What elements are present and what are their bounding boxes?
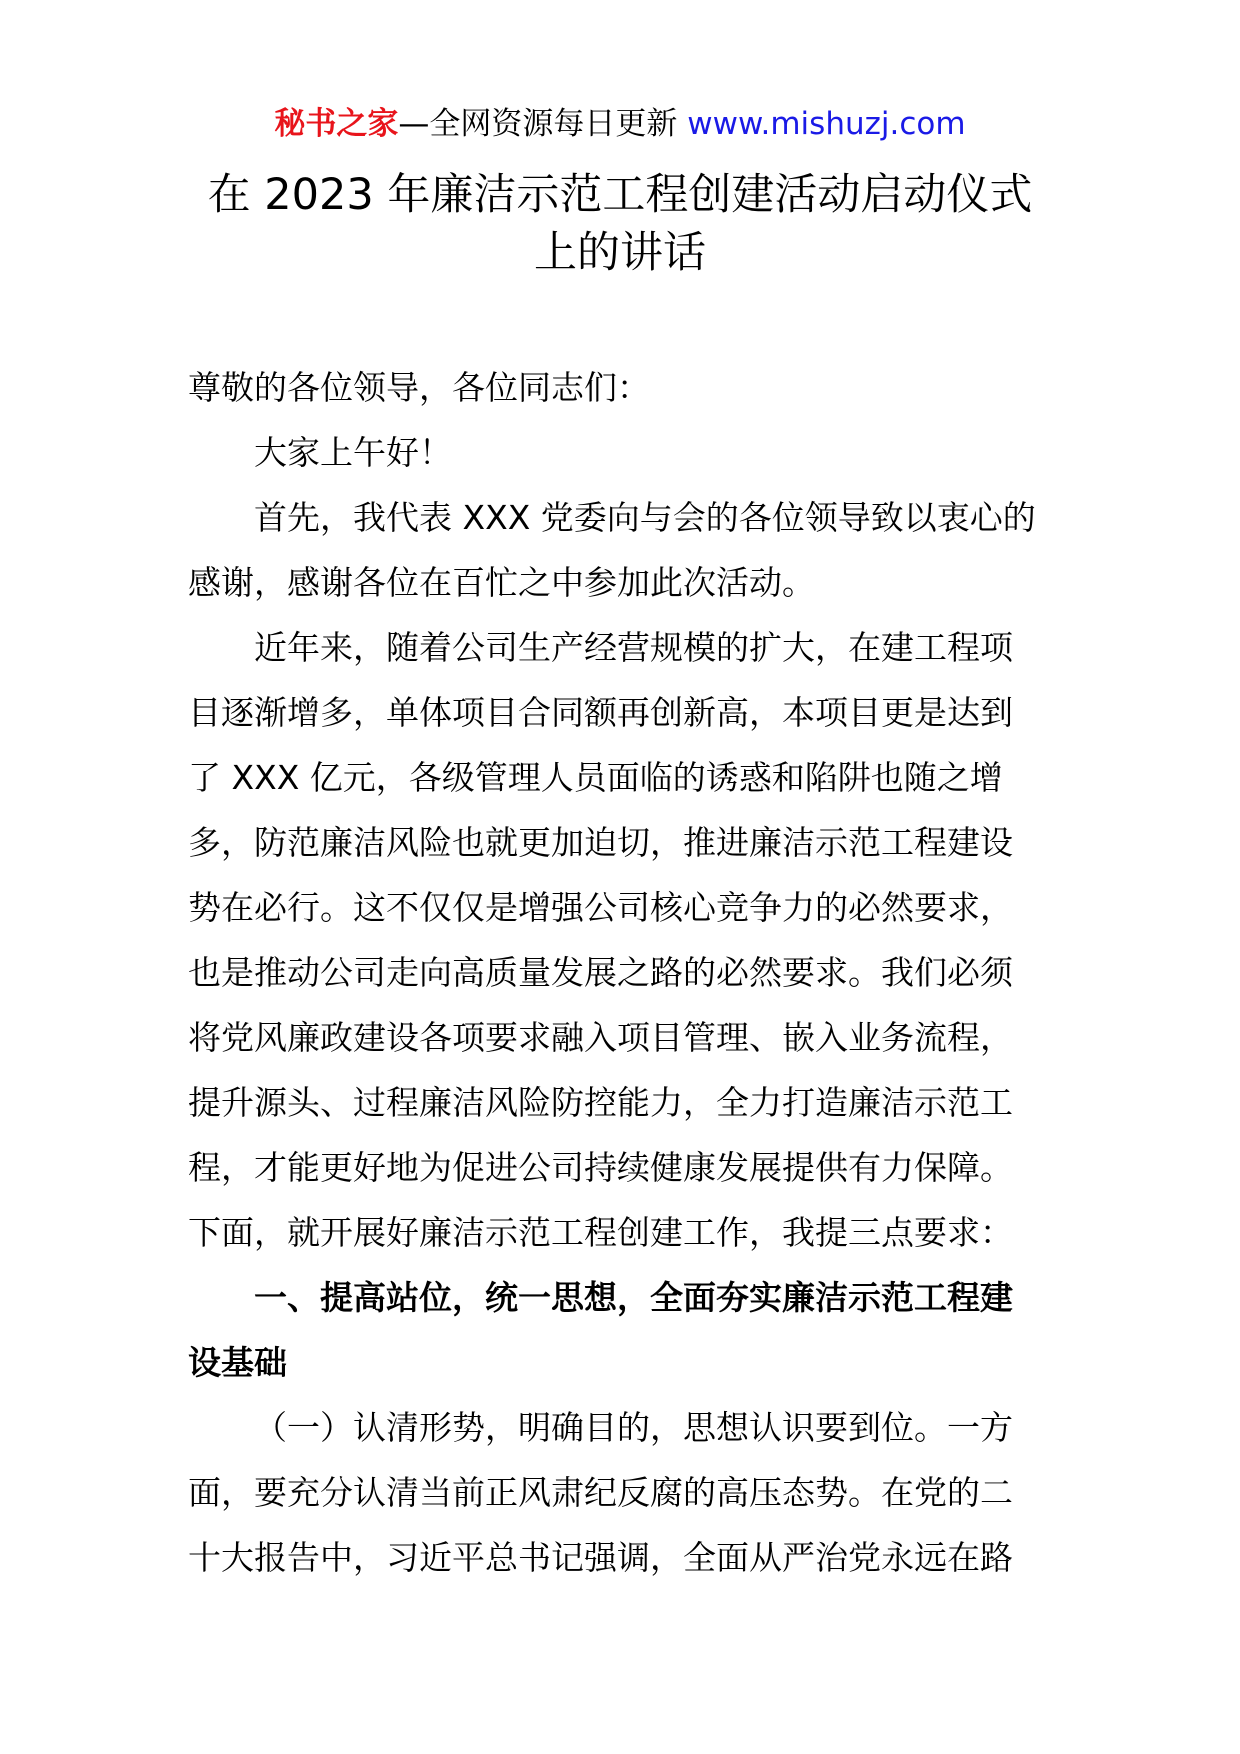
greeting-paragraph — [188, 420, 1050, 485]
paragraph-line: 多，防范廉洁风险也就更加迫切，推进廉洁示范工程建设 — [188, 823, 1013, 862]
salutation-paragraph — [188, 355, 1050, 420]
subsection-paragraph-1 — [188, 1395, 1050, 1590]
site-slogan: —全网资源每日更新 — [398, 106, 678, 142]
paragraph-line: 十大报告中，习近平总书记强调，全面从严治党永远在路 — [188, 1538, 1013, 1577]
thanks-paragraph — [188, 485, 1050, 615]
site-url-link[interactable]: www.mishuzj.com — [687, 106, 966, 142]
greeting-text: 大家上午好！ — [254, 433, 452, 472]
paragraph-line: （一）认清形势，明确目的，思想认识要到位。一方 — [254, 1408, 1013, 1447]
section-heading-1 — [188, 1265, 1050, 1395]
background-paragraph — [188, 615, 1050, 1265]
document-body — [188, 355, 1050, 1590]
title-line-1: 在 2023 年廉洁示范工程创建活动启动仪式 — [207, 170, 1033, 220]
paragraph-line: 将党风廉政建设各项要求融入项目管理、嵌入业务流程， — [188, 1018, 1013, 1057]
salutation-text: 尊敬的各位领导，各位同志们： — [188, 368, 650, 407]
document-title — [0, 166, 1240, 282]
paragraph-line: 程，才能更好地为促进公司持续健康发展提供有力保障。 — [188, 1148, 1013, 1187]
paragraph-line: 首先，我代表 XXX 党委向与会的各位领导致以衷心的 — [254, 498, 1036, 537]
paragraph-line: 提升源头、过程廉洁风险防控能力，全力打造廉洁示范工 — [188, 1083, 1013, 1122]
site-header — [0, 104, 1240, 144]
paragraph-line: 目逐渐增多，单体项目合同额再创新高，本项目更是达到 — [188, 693, 1013, 732]
heading-line: 设基础 — [188, 1343, 287, 1382]
paragraph-line: 感谢，感谢各位在百忙之中参加此次活动。 — [188, 563, 815, 602]
paragraph-line: 也是推动公司走向高质量发展之路的必然要求。我们必须 — [188, 953, 1013, 992]
paragraph-line: 势在必行。这不仅仅是增强公司核心竞争力的必然要求， — [188, 888, 1013, 927]
brand-name: 秘书之家 — [274, 106, 399, 142]
title-line-2: 上的讲话 — [534, 228, 706, 278]
paragraph-line: 面，要充分认清当前正风肃纪反腐的高压态势。在党的二 — [188, 1473, 1013, 1512]
heading-line: 一、提高站位，统一思想，全面夯实廉洁示范工程建 — [254, 1278, 1013, 1317]
paragraph-line: 近年来，随着公司生产经营规模的扩大，在建工程项 — [254, 628, 1013, 667]
paragraph-line: 下面，就开展好廉洁示范工程创建工作，我提三点要求： — [188, 1213, 1013, 1252]
paragraph-line: 了 XXX 亿元，各级管理人员面临的诱惑和陷阱也随之增 — [188, 758, 1003, 797]
